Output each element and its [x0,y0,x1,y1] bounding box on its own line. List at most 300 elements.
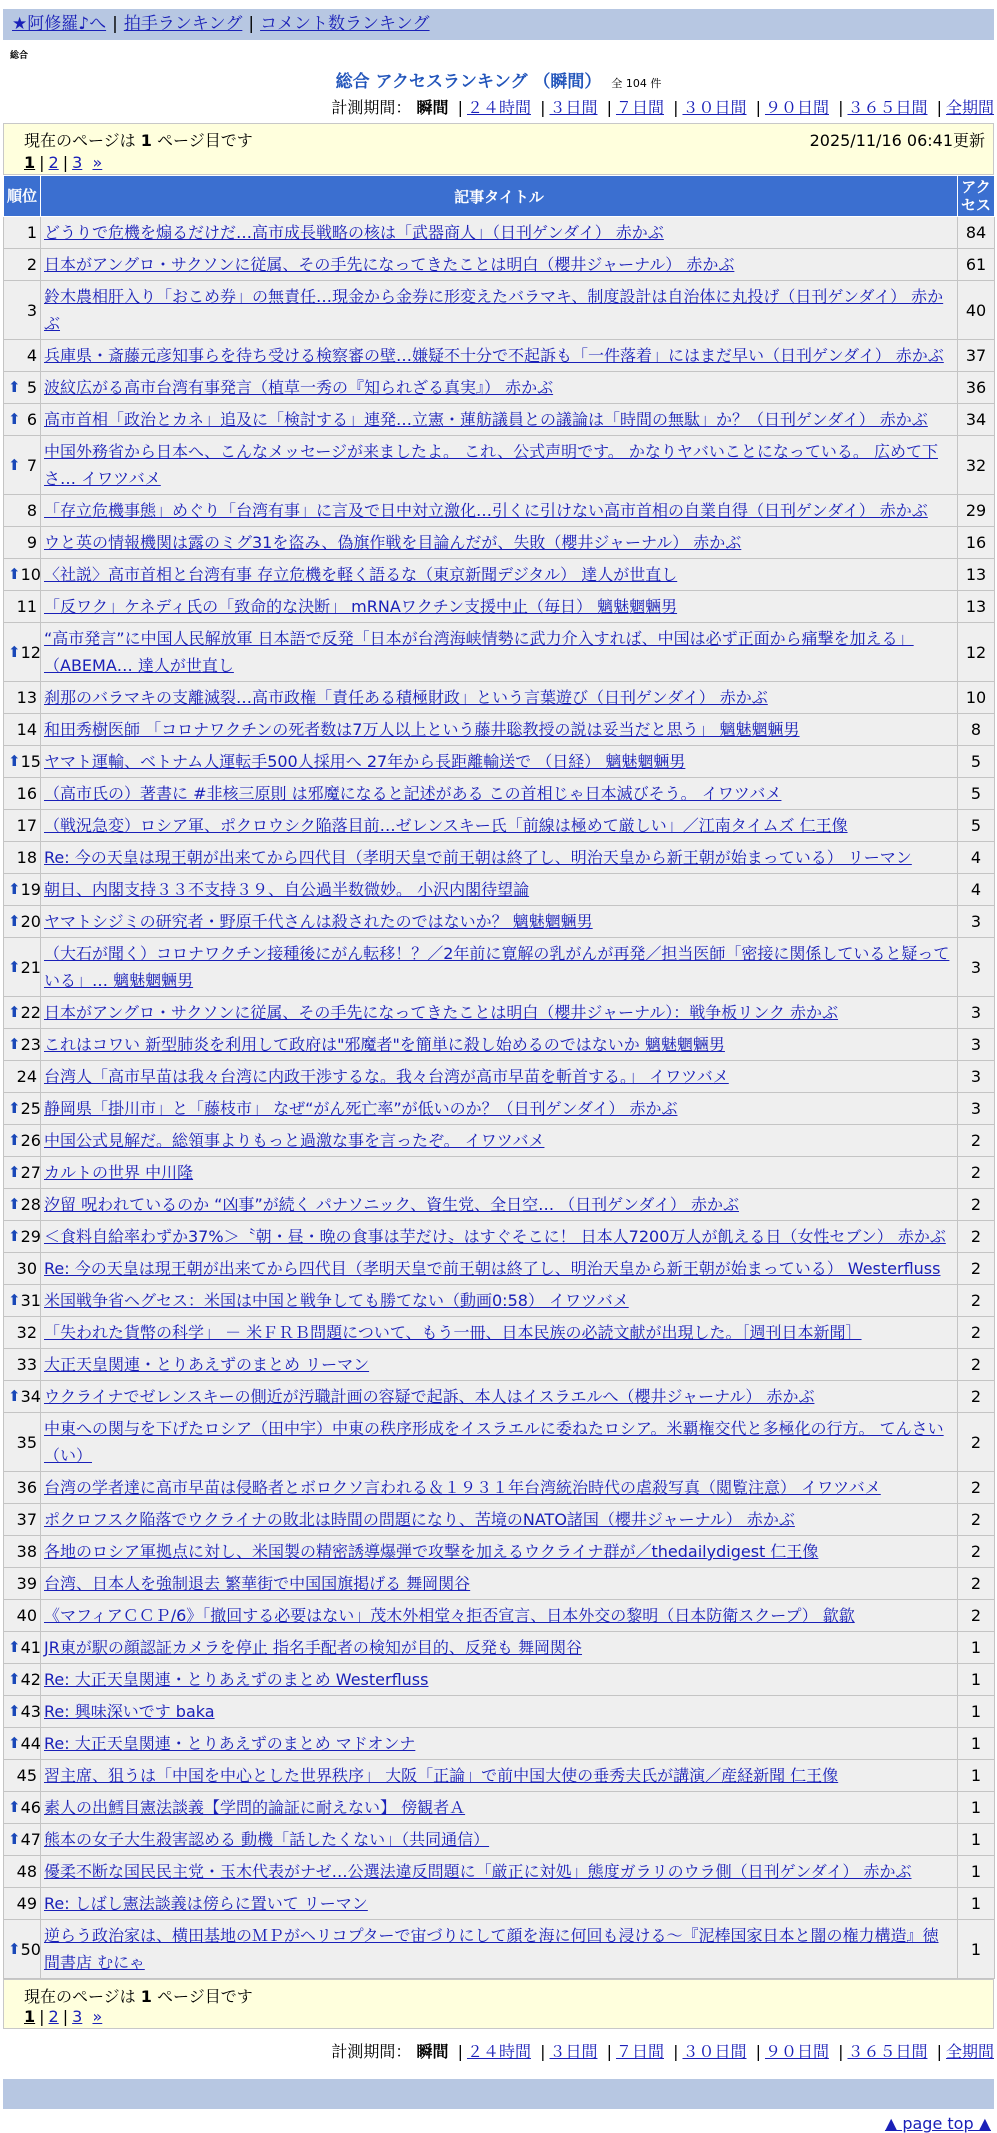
access-count: 5 [958,746,995,778]
article-link[interactable]: 日本がアングロ・サクソンに従属、その手先になってきたことは明白（櫻井ジャーナル） 赤かぶ [44,255,735,274]
period-link-30d[interactable]: ３０日間 [682,2042,747,2061]
title-cell [41,1504,958,1536]
access-count: 10 [958,682,995,714]
article-link[interactable]: 朝日、内閣支持３３不支持３９、自公過半数微妙。 小沢内閣待望論 [44,880,530,899]
home-link[interactable]: ★阿修羅♪へ [12,14,107,34]
article-link[interactable]: ウと英の情報機関は露のミグ31を盗み、偽旗作戦を目論んだが、失敗（櫻井ジャーナル） 赤かぶ [44,533,742,552]
rank-cell [4,1061,41,1093]
access-count: 12 [958,623,995,682]
rank-cell [4,746,41,778]
access-count: 2 [958,1189,995,1221]
rank-cell [4,1413,41,1472]
pagination-top [3,123,994,175]
access-count: 2 [958,1157,995,1189]
rank-number: 8 [26,501,37,520]
access-count: 2 [958,1381,995,1413]
table-row [4,404,995,436]
article-link[interactable]: カルトの世界 中川隆 [44,1163,194,1182]
access-count: 5 [958,810,995,842]
title-cell [41,217,958,249]
title-cell [41,404,958,436]
title-cell [41,997,958,1029]
access-count: 3 [958,1093,995,1125]
rank-number: 28 [20,1195,41,1214]
rank-up-arrow-icon: ⬆ [8,455,21,474]
top-nav [3,9,994,40]
period-link-7d[interactable]: ７日間 [615,98,664,117]
page-3-link[interactable]: 3 [72,153,83,172]
current-page-text-bottom: 現在のページは 1 ページ目です [24,1987,253,2006]
title-cell [41,1189,958,1221]
period-link-3d[interactable]: ３日間 [549,98,598,117]
header-access: アクセス [958,176,995,217]
rank-number: 50 [20,1939,41,1959]
access-count: 2 [958,1413,995,1472]
genre-label: 総合 [10,51,29,61]
table-row [4,1413,995,1472]
rank-number: 38 [16,1542,37,1561]
rank-number: 26 [20,1131,41,1150]
rank-number: 16 [16,784,37,803]
bottom-bar [3,2079,994,2109]
ranking-rows [4,217,995,1979]
title-cell [41,1696,958,1728]
access-count: 3 [958,1029,995,1061]
article-link[interactable]: 中東への関与を下げたロシア（田中宇）中東の秩序形成をイスラエルに委ねたロシア。米覇権交代と多極化の行方。 てんさい（い） [44,1419,944,1465]
table-row [4,527,995,559]
title-cell [41,495,958,527]
rank-number: 14 [16,720,37,739]
rank-number: 21 [20,957,41,977]
rank-number: 15 [20,752,41,771]
access-count: 32 [958,436,995,495]
title-cell [41,527,958,559]
article-link[interactable]: 逆らう政治家は、横田基地のＭＰがヘリコプターで宙づりにして顔を海に何回も浸ける～『泥棒国家日本と闇の権力構造』徳間書店 むにゃ [44,1926,939,1972]
rank-cell [4,436,41,495]
table-row [4,281,995,340]
period-current: 瞬間 [416,2042,449,2061]
table-row [4,1285,995,1317]
access-count: 3 [958,997,995,1029]
access-count: 4 [958,842,995,874]
rank-number: 25 [20,1099,41,1118]
article-link[interactable]: 日本がアングロ・サクソンに従属、その手先になってきたことは明白（櫻井ジャーナル）：戦争板リンク 赤かぶ [44,1003,839,1022]
article-link[interactable]: 素人の出鱈目憲法談義【学問的論証に耐えない】 傍観者Ａ [44,1798,466,1817]
rank-cell [4,340,41,372]
title-cell [41,1093,958,1125]
article-link[interactable]: 米国戦争省ヘグセス：米国は中国と戦争しても勝てない（動画0:58） イワツバメ [44,1291,629,1310]
title-cell [41,746,958,778]
article-link[interactable]: Re: 今の天皇は現王朝が出来てから四代目（孝明天皇で前王朝は終了し、明治天皇から新王朝が始まっている） Westerfluss [44,1259,941,1278]
article-link[interactable]: 各地のロシア軍拠点に対し、米国製の精密誘導爆弾で攻撃を加えるウクライナ群が／thedailydigest 仁王像 [44,1542,819,1561]
rank-cell [4,997,41,1029]
ranking-table [3,175,995,1979]
page-top-link[interactable]: ▲ page top ▲ [884,2114,991,2133]
rank-number: 18 [16,848,37,867]
article-link[interactable]: 鈴木農相肝入り「おこめ券」の無責任…現金から金券に形変えたバラマキ、制度設計は自治体に丸投げ（日刊ゲンダイ） 赤かぶ [44,287,944,333]
rank-cell [4,1920,41,1979]
title-cell [41,1253,958,1285]
article-link[interactable]: 「反ワク」ケネディ氏の「致命的な決断」 mRNAワクチン支援中止（毎日） 魑魅魍魎男 [44,597,678,616]
rank-up-arrow-icon: ⬆ [8,1291,21,1309]
period-link-90d[interactable]: ９０日間 [764,2042,829,2061]
access-count: 13 [958,591,995,623]
access-count: 3 [958,1061,995,1093]
rank-up-arrow-icon: ⬆ [8,1387,21,1405]
table-row [4,1029,995,1061]
rank-up-arrow-icon: ⬆ [8,565,21,583]
period-link-365d[interactable]: ３６５日間 [847,98,928,117]
rank-up-arrow-icon: ⬆ [8,1830,21,1848]
title-cell [41,591,958,623]
access-count: 36 [958,372,995,404]
article-link[interactable]: 熊本の女子大生殺害認める 動機「話したくない」（共同通信） [44,1830,490,1849]
article-link[interactable]: （大石が聞く）コロナワクチン接種後にがん転移！？／2年前に寛解の乳がんが再発／担当医師「密接に関係していると疑っている」… 魑魅魍魎男 [44,944,950,990]
title-cell [41,1792,958,1824]
table-header-row [4,176,995,217]
rank-up-arrow-icon: ⬆ [8,1099,21,1117]
access-count: 1 [958,1632,995,1664]
article-link[interactable]: 大正天皇関連・とりあえずのまとめ リーマン [44,1355,370,1374]
title-cell [41,1760,958,1792]
rank-number: 30 [16,1259,37,1278]
rank-number: 29 [20,1227,41,1246]
title-cell [41,1061,958,1093]
article-link[interactable]: ポクロフスク陥落でウクライナの敗北は時間の問題になり、苦境のNATO諸国（櫻井ジャーナル） 赤かぶ [44,1510,795,1529]
access-count: 8 [958,714,995,746]
rank-cell [4,1381,41,1413]
rank-cell [4,778,41,810]
rank-number: 40 [16,1606,37,1625]
rank-number: 45 [16,1766,37,1785]
rank-number: 3 [26,300,37,320]
rank-cell [4,1600,41,1632]
next-page-link[interactable]: » [92,153,103,172]
title-cell [41,249,958,281]
title-cell [41,842,958,874]
total-count: 全 104 件 [611,77,662,90]
table-row [4,714,995,746]
rank-cell [4,810,41,842]
access-count: 2 [958,1221,995,1253]
article-link[interactable]: ヤマト運輸、ベトナム人運転手500人採用へ 27年から長距離輸送で （日経） 魑魅魍魎男 [44,752,686,771]
comment-ranking-link[interactable]: コメント数ランキング [260,14,430,34]
access-count: 2 [958,1285,995,1317]
access-count: 61 [958,249,995,281]
rank-cell [4,1632,41,1664]
rank-number: 42 [20,1670,41,1689]
table-row [4,874,995,906]
access-count: 4 [958,874,995,906]
rank-number: 19 [20,880,41,899]
rank-cell [4,1728,41,1760]
table-row [4,1381,995,1413]
title-cell [41,1632,958,1664]
period-link-365d[interactable]: ３６５日間 [847,2042,928,2061]
access-count: 1 [958,1920,995,1979]
period-label: 計測期間： [331,98,412,117]
article-link[interactable]: 《マフィアＣＣＰ/6》「撤回する必要はない」茂木外相堂々拒否宣言、日本外交の黎明（日本防衛スクープ） 歙歙 [44,1606,855,1625]
title-cell [41,874,958,906]
table-row [4,1536,995,1568]
page-1-current: 1 [24,153,36,172]
table-row [4,1125,995,1157]
article-link[interactable]: 静岡県「掛川市」と「藤枝市」 なぜ“がん死亡率”が低いのか？（日刊ゲンダイ） 赤かぶ [44,1099,678,1118]
title-cell [41,559,958,591]
rank-up-arrow-icon: ⬆ [8,1638,21,1656]
period-link-24h[interactable]: ２４時間 [466,2042,531,2061]
period-selector-bottom: 計測期間： 瞬間 | ２４時間 | ３日間 | ７日間 | ３０日間 | ９０日間 | ３６５日間 | 全期間 [331,2042,994,2061]
table-row [4,842,995,874]
rank-cell [4,1093,41,1125]
pagination-bottom [3,1979,994,2029]
rank-number: 39 [16,1574,37,1593]
page-links-bottom: 1 | 2 | 3 » [24,2007,103,2026]
table-row [4,997,995,1029]
access-count: 13 [958,559,995,591]
title-cell [41,1920,958,1979]
access-count: 2 [958,1472,995,1504]
rank-cell [4,1536,41,1568]
rank-cell [4,1221,41,1253]
rank-up-arrow-icon: ⬆ [8,957,21,976]
title-cell [41,1568,958,1600]
article-link[interactable]: 習主席、狙うは「中国を中心とした世界秩序」 大阪「正論」で前中国大使の垂秀夫氏が講演／産経新聞 仁王像 [44,1766,839,1785]
rank-cell [4,1189,41,1221]
article-link[interactable]: ヤマトシジミの研究者・野原千代さんは殺されたのではないか？ 魑魅魍魎男 [44,912,593,931]
period-link-7d[interactable]: ７日間 [615,2042,664,2061]
title-cell [41,1349,958,1381]
title-cell [41,1221,958,1253]
rank-number: 37 [16,1510,37,1529]
rank-cell [4,1349,41,1381]
applause-ranking-link[interactable]: 拍手ランキング [123,14,243,34]
rank-number: 2 [26,255,37,274]
article-link[interactable]: JR東が駅の顔認証カメラを停止 指名手配者の検知が目的、反発も 舞岡関谷 [44,1638,583,1657]
rank-number: 6 [26,410,37,429]
current-page-text: 現在のページは 1 ページ目です [24,131,253,150]
title-cell [41,810,958,842]
table-row [4,1349,995,1381]
rank-number: 1 [26,223,37,242]
title-cell [41,1472,958,1504]
rank-up-arrow-icon: ⬆ [8,1702,21,1720]
rank-number: 9 [26,533,37,552]
rank-number: 41 [20,1638,41,1657]
article-link[interactable]: 波紋広がる高市台湾有事発言（植草一秀の『知られざる真実』） 赤かぶ [44,378,554,397]
page-2-link[interactable]: 2 [48,153,59,172]
rank-up-arrow-icon: ⬆ [8,378,21,396]
page-3-link[interactable]: 3 [72,2007,83,2026]
article-link[interactable]: ＜食料自給率わずか37%＞〝朝・昼・晩の食事は芋だけ〟はすぐそこに！ 日本人7200万人が飢える日（女性セブン） 赤かぶ [44,1227,946,1246]
rank-up-arrow-icon: ⬆ [8,1003,21,1021]
table-row [4,1696,995,1728]
rank-number: 10 [20,565,41,584]
article-link[interactable]: Re: しばし憲法談義は傍らに置いて リーマン [44,1894,368,1913]
rank-cell [4,281,41,340]
rank-cell [4,1125,41,1157]
article-link[interactable]: どうりで危機を煽るだけだ…高市成長戦略の核は「武器商人」（日刊ゲンダイ） 赤かぶ [44,223,664,242]
table-row [4,1189,995,1221]
rank-up-arrow-icon: ⬆ [8,752,21,770]
title-cell [41,1824,958,1856]
article-link[interactable]: 高市首相「政治とカネ」追及に「検討する」連発…立憲・蓮舫議員との議論は「時間の無駄」か？（日刊ゲンダイ） 赤かぶ [44,410,928,429]
rank-cell [4,1317,41,1349]
access-count: 2 [958,1600,995,1632]
access-count: 5 [958,778,995,810]
article-link[interactable]: 兵庫県・斎藤元彦知事らを待ち受ける検察審の壁…嫌疑不十分で不起訴も「一件落着」にはまだ早い（日刊ゲンダイ） 赤かぶ [44,346,944,365]
table-row [4,1317,995,1349]
article-link[interactable]: “高市発言”に中国人民解放軍 日本語で反発「日本が台湾海峡情勢に武力介入すれば、中国は必ず正面から痛撃を加える」（ABEMA… 達人が世直し [44,629,914,675]
rank-up-arrow-icon: ⬆ [8,410,21,428]
access-count: 1 [958,1856,995,1888]
article-link[interactable]: （高市氏の）著書に #非核三原則 は邪魔になると記述がある この首相じゃ日本滅びそう。 イワツバメ [44,784,782,803]
rank-number: 35 [16,1432,37,1452]
rank-cell [4,714,41,746]
access-count: 2 [958,1504,995,1536]
article-link[interactable]: Re: 興味深いです baka [44,1702,215,1721]
rank-up-arrow-icon: ⬆ [8,912,21,930]
period-label: 計測期間： [331,2042,412,2061]
article-link[interactable]: Re: 大正天皇関連・とりあえずのまとめ マドオンナ [44,1734,416,1753]
access-count: 16 [958,527,995,559]
article-link[interactable]: 台湾、日本人を強制退去 繁華街で中国国旗掲げる 舞岡関谷 [44,1574,471,1593]
table-row [4,1824,995,1856]
article-link[interactable]: 〈社説〉高市首相と台湾有事 存立危機を軽く語るな（東京新聞デジタル） 達人が世直し [44,565,678,584]
table-row [4,682,995,714]
rank-up-arrow-icon: ⬆ [8,880,21,898]
access-count: 3 [958,906,995,938]
table-row [4,623,995,682]
period-current: 瞬間 [416,98,449,117]
rank-cell [4,1472,41,1504]
access-count: 29 [958,495,995,527]
rank-cell [4,1696,41,1728]
rank-up-arrow-icon: ⬆ [8,1195,21,1213]
article-link[interactable]: 優柔不断な国民民主党・玉木代表がナゼ…公選法違反問題に「厳正に対処」態度ガラリのウラ側（日刊ゲンダイ） 赤かぶ [44,1862,912,1881]
article-link[interactable]: これはコワい 新型肺炎を利用して政府は"邪魔者"を簡単に殺し始めるのではないか 魑魅魍魎男 [44,1035,725,1054]
title-cell [41,436,958,495]
rank-cell [4,1029,41,1061]
table-row [4,1856,995,1888]
rank-cell [4,906,41,938]
article-link[interactable]: ウクライナでゼレンスキーの側近が汚職計画の容疑で起訴、本人はイスラエルへ（櫻井ジャーナル） 赤かぶ [44,1387,815,1406]
article-link[interactable]: 台湾の学者達に高市早苗は侵略者とボロクソ言われる＆１９３１年台湾統治時代の虐殺写真（閲覧注意） イワツバメ [44,1478,881,1497]
period-link-all[interactable]: 全期間 [945,2042,994,2061]
rank-number: 7 [26,455,37,475]
article-link[interactable]: （戦況急変）ロシア軍、ポクロウシク陥落目前…ゼレンスキー氏「前線は極めて厳しい」／江南タイムズ 仁王像 [44,816,848,835]
title-cell [41,1125,958,1157]
access-count: 2 [958,1253,995,1285]
title-cell [41,938,958,997]
access-count: 40 [958,281,995,340]
article-link[interactable]: 刹那のバラマキの支離滅裂…高市政権「責任ある積極財政」という言葉遊び（日刊ゲンダイ） 赤かぶ [44,688,768,707]
rank-cell [4,623,41,682]
ranking-title: 総合 アクセスランキング （瞬間） [335,72,602,92]
rank-cell [4,217,41,249]
title-cell [41,1888,958,1920]
period-link-all[interactable]: 全期間 [945,98,994,117]
access-count: 2 [958,1317,995,1349]
period-selector: 計測期間： 瞬間 | ２４時間 | ３日間 | ７日間 | ３０日間 | ９０日間 | ３６５日間 | 全期間 [331,98,994,117]
rank-cell [4,495,41,527]
rank-cell [4,1285,41,1317]
rank-cell [4,404,41,436]
access-count: 37 [958,340,995,372]
rank-cell [4,1664,41,1696]
page-links: 1 | 2 | 3 » [24,153,103,172]
article-link[interactable]: 「失われた貨幣の科学」 － 米ＦＲＢ問題について、もう一冊、日本民族の必読文献が出現した。［週刊日本新聞］ [44,1323,862,1342]
table-row [4,340,995,372]
rank-up-arrow-icon: ⬆ [8,1670,21,1688]
next-page-link[interactable]: » [92,2007,103,2026]
article-link[interactable]: 中国公式見解だ。総領事よりもっと過激な事を言ったぞ。 イワツバメ [44,1131,545,1150]
title-cell [41,281,958,340]
rank-cell [4,1568,41,1600]
rank-number: 4 [26,346,37,365]
title-cell [41,1317,958,1349]
article-link[interactable]: 和田秀樹医師 「コロナワクチンの死者数は7万人以上という藤井聡教授の説は妥当だと思う」 魑魅魍魎男 [44,720,800,739]
table-row [4,1472,995,1504]
title-cell [41,1856,958,1888]
rank-number: 24 [16,1067,37,1086]
page-2-link[interactable]: 2 [48,2007,59,2026]
updated-timestamp: 2025/11/16 06:41更新 [809,131,985,150]
article-link[interactable]: 台湾人「高市早苗は我々台湾に内政干渉するな。我々台湾が高市早苗を斬首する。」 イワツバメ [44,1067,729,1086]
rank-up-arrow-icon: ⬆ [8,642,21,661]
table-row [4,1632,995,1664]
table-row [4,1157,995,1189]
table-row [4,1568,995,1600]
access-count: 1 [958,1760,995,1792]
rank-number: 44 [20,1734,41,1753]
table-row [4,1792,995,1824]
access-count: 1 [958,1824,995,1856]
rank-number: 48 [16,1862,37,1881]
table-row [4,810,995,842]
header-title: 記事タイトル [41,176,958,217]
period-link-30d[interactable]: ３０日間 [682,98,747,117]
article-link[interactable]: 「存立危機事態」めぐり「台湾有事」に言及で日中対立激化…引くに引けない高市首相の自業自得（日刊ゲンダイ） 赤かぶ [44,501,928,520]
table-row [4,1093,995,1125]
table-row [4,1728,995,1760]
access-count: 1 [958,1888,995,1920]
access-count: 2 [958,1349,995,1381]
table-row [4,372,995,404]
article-link[interactable]: 汐留 呪われているのか “凶事”が続く パナソニック、資生党、全日空… （日刊ゲンダイ） 赤かぶ [44,1195,739,1214]
article-link[interactable]: 中国外務省から日本へ、こんなメッセージが来ましたよ。 これ、公式声明です。 かなりヤバいことになっている。 広めて下さ… イワツバメ [44,442,938,488]
period-link-90d[interactable]: ９０日間 [764,98,829,117]
ranking-heading [3,67,994,92]
rank-number: 11 [16,597,37,616]
rank-cell [4,938,41,997]
rank-number: 33 [16,1355,37,1374]
title-cell [41,1285,958,1317]
title-cell [41,372,958,404]
rank-number: 31 [20,1291,41,1310]
article-link[interactable]: Re: 大正天皇関連・とりあえずのまとめ Westerfluss [44,1670,429,1689]
period-link-24h[interactable]: ２４時間 [466,98,531,117]
table-row [4,938,995,997]
access-count: 1 [958,1728,995,1760]
rank-cell [4,1792,41,1824]
period-link-3d[interactable]: ３日間 [549,2042,598,2061]
article-link[interactable]: Re: 今の天皇は現王朝が出来てから四代目（孝明天皇で前王朝は終了し、明治天皇から新王朝が始まっている） リーマン [44,848,912,867]
title-cell [41,1413,958,1472]
rank-cell [4,842,41,874]
table-row [4,746,995,778]
title-cell [41,1664,958,1696]
